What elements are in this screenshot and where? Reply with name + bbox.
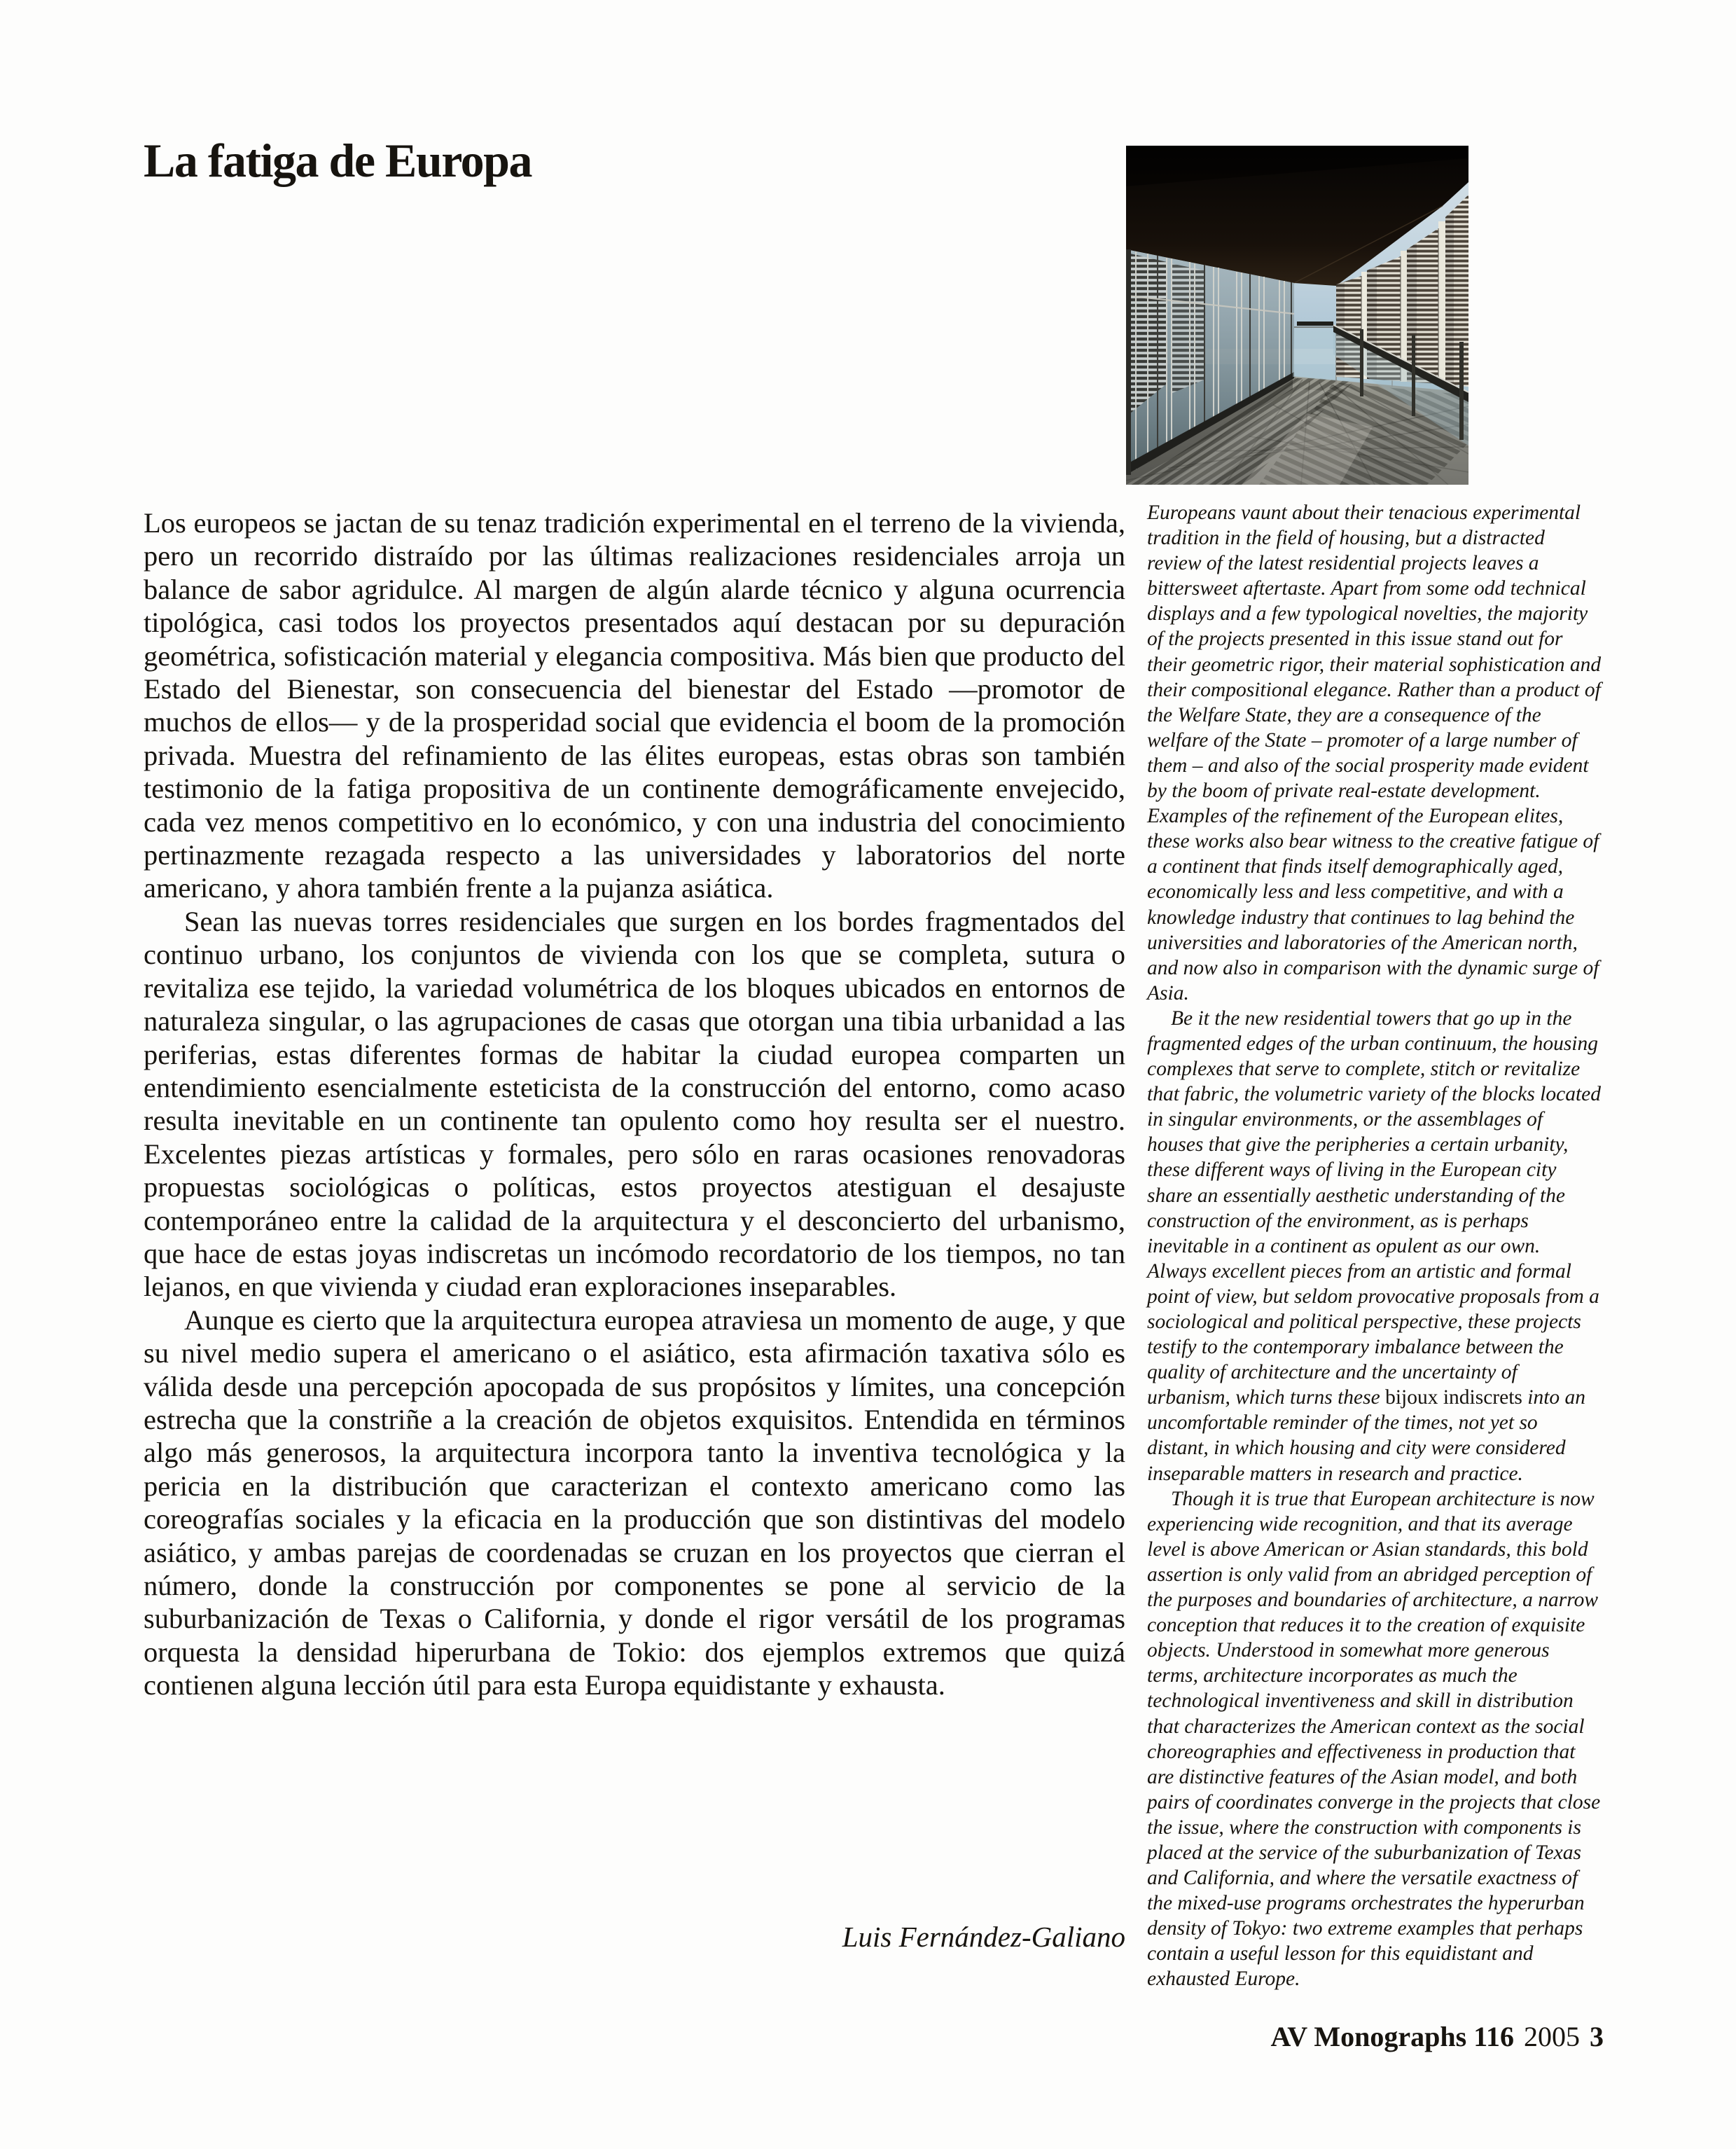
text-segment: Be it the new residential towers that go up in the fragmented edges of the urban continuum, the housing complexes that serve to complete, stitch or revitalize that fabric, the volumetric variety of the blocks located in singular environments, or the assemblages of houses that give the peripheries a certain urbanity, these different ways of living in the European city share an essentially aesthetic understanding of the construction of the environment, as is perhaps inevitable in a continent as opulent as our own. Always excellent pieces from an artistic and formal point of view, but seldom provocative proposals from a sociological and political perspective, these projects testify to the contemporary imbalance between the quality of architecture and the uncertainty of urbanism, which turns these <box>1147 1007 1602 1409</box>
terrace-photo <box>1126 146 1468 485</box>
english-article <box>1147 500 1604 1992</box>
text-segment: Though it is true that European architecture is now experiencing wide recognition, and that its average level is above American or Asian standards, this bold assertion is only valid from an abridged perception of the purposes and boundaries of architecture, a narrow conception that reduces it to the creation of exquisite objects. Understood in somewhat more generous terms, architecture incorporates as much the technological inventiveness and skill in distribution that characterizes the American context as the social choreographies and effectiveness in production that are distinctive features of the Asian model, and both pairs of coordinates converge in the projects that close the issue, where the construction with components is placed at the service of the suburbanization of Texas and California, and where the versatile exactness of the mixed-use programs orchestrates the hyperurban density of Tokyo: two extreme examples that perhaps contain a useful lesson for this equidistant and exhausted Europe. <box>1147 1487 1601 1991</box>
text-segment: into an uncomfortable reminder of the times, not yet so distant, in which housing and city were considered inseparable matters in research and practice. <box>1147 1386 1586 1485</box>
journal-name: AV Monographs 116 <box>1270 2021 1514 2052</box>
author-signature: Luis Fernández-Galiano <box>842 1921 1125 1953</box>
text-segment: Europeans vaunt about their tenacious experimental tradition in the field of housing, but a distracted review of the latest residential projects leaves a bittersweet aftertaste. Apart from some odd technical displays and a few typological novelties, the majority of the projects presented in this issue stand out for their geometric rigor, their material sophistication and their compositional elegance. Rather than a product of the Welfare State, they are a consequence of the welfare of the State – promoter of a large number of them – and also of the social prosperity made evident by the boom of private real-estate development. Examples of the refinement of the European elites, these works also bear witness to the creative fatigue of a continent that finds itself demographically aged, economically less and less competitive, and with a knowledge industry that continues to lag behind the universities and laboratories of the American north, and now also in comparison with the dynamic surge of Asia. <box>1147 502 1602 1004</box>
text-segment: Aunque es cierto que la arquitectura europea atraviesa un momento de auge, y que su nivel medio supera el americano o el asiático, esta afirmación taxativa sólo es válida desde una percepción apocopada de sus propósitos y límites, una concepción estrecha que la constriñe a la creación de objetos exquisitos. Entendida en términos algo más generosos, la arquitectura incorpora tanto la inventiva tecnológica y la pericia en la distribución que caracterizan el contexto americano como las coreografías sociales y la eficacia en la producción que son distintivas del modelo asiático, y ambas parejas de coordenadas se cruzan en los proyectos que cierran el número, donde la construcción por componentes se pone al servicio de la suburbanización de Texas o California, y donde el rigor versátil de los programas orquesta la densidad hiperurbana de Tokio: dos ejemplos extremos que quizá contienen alguna lección útil para esta Europa equidistante y exhausta. <box>144 1304 1125 1701</box>
footer-year: 2005 <box>1524 2021 1580 2052</box>
roman-phrase: bijoux indiscrets <box>1385 1386 1522 1409</box>
terrace-photo-illustration <box>1126 146 1468 485</box>
text-segment: Sean las nuevas torres residenciales que surgen en los bordes fragmentados del continuo urbano, los conjuntos de vivienda con los que se completa, sutura o revitaliza ese tejido, la variedad volumétrica de los bloques ubicados en entornos de naturaleza singular, o las agrupaciones de casas que otorgan una tibia urbanidad a las periferias, estas diferentes formas de habitar la ciudad europea comparten un entendimiento esencialmente esteticista de la construcción del entorno, como acaso resulta inevitable en un continente tan opulento como hoy resulta ser el nuestro. Excelentes piezas artísticas y formales, pero sólo en raras ocasiones renovadoras propuestas sociológicas o políticas, estos proyectos atestiguan el desajuste contemporáneo entre la calidad de la arquitectura y el desconcierto del urbanismo, que hace de estas joyas indiscretas un incómodo recordatorio de los tiempos, no tan lejanos, en que vivienda y ciudad eran exploraciones inseparables. <box>144 905 1125 1303</box>
page-footer <box>1147 2020 1604 2053</box>
paragraph <box>144 506 1125 905</box>
paragraph <box>1147 500 1604 1006</box>
paragraph <box>1147 1486 1604 1992</box>
spanish-article <box>144 506 1125 1702</box>
page-title: La fatiga de Europa <box>144 134 532 187</box>
paragraph <box>144 1304 1125 1702</box>
footer-page-number: 3 <box>1590 2021 1604 2052</box>
text-segment: Los europeos se jactan de su tenaz tradición experimental en el terreno de la vivienda, pero un recorrido distraído por las últimas realizaciones residenciales arroja un balance de sabor agridulce. Al margen de algún alarde técnico y alguna ocurrencia tipológica, casi todos los proyectos presentados aquí destacan por su depuración geométrica, sofisticación material y elegancia compositiva. Más bien que producto del Estado del Bienestar, son consecuencia del bienestar del Estado —promotor de muchos de ellos— y de la prosperidad social que evidencia el boom de la promoción privada. Muestra del refinamiento de las élites europeas, estas obras son también testimonio de la fatiga propositiva de un continente demográficamente envejecido, cada vez menos competitivo en lo económico, y con una industria del conocimiento pertinazmente rezagada respecto a las universidades y laboratorios del norte americano, y ahora también frente a la pujanza asiática. <box>144 507 1125 904</box>
paragraph <box>144 905 1125 1304</box>
paragraph <box>1147 1006 1604 1486</box>
